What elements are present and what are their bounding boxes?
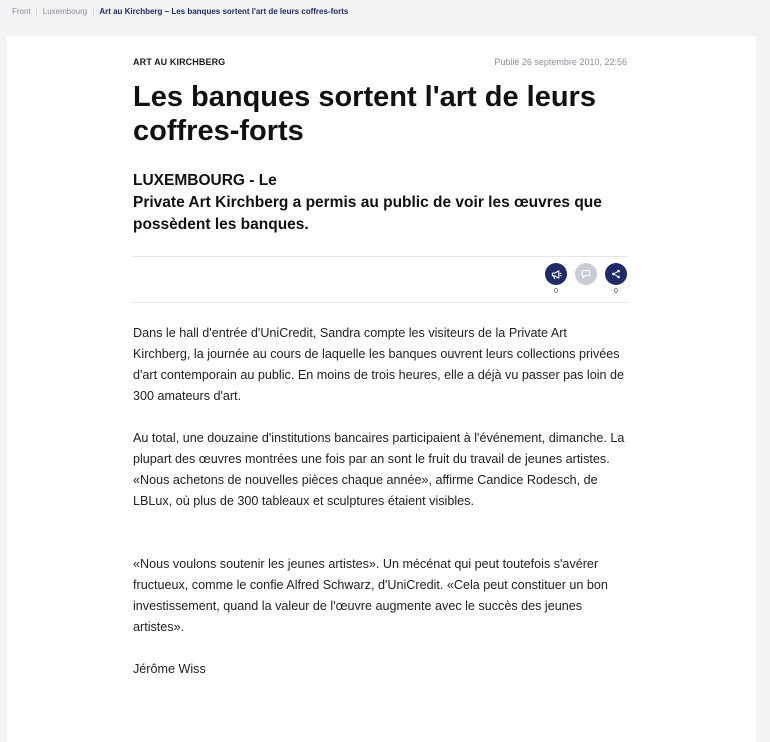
article-actions	[545, 263, 627, 296]
paragraph: Dans le hall d'entrée d'UniCredit, Sandra compte les visiteurs de la Private Art Kirchberg, la journée au cours de laquelle les banques ouvrent leurs collections privées d'art contemporain au public. En moins de trois heures, elle a déjà vu passer pas loin de 300 amateurs d'art.	[133, 326, 625, 403]
comment-icon	[581, 269, 591, 279]
breadcrumb-separator: |	[92, 7, 95, 16]
share-action	[605, 263, 627, 296]
comment-button[interactable]	[575, 263, 597, 285]
article-title: Les banques sortent l'art de leurs coffres-forts	[133, 81, 596, 147]
share-button[interactable]	[605, 263, 627, 285]
article-kicker: ART AU KIRCHBERG	[133, 57, 226, 67]
divider	[133, 256, 627, 257]
react-button[interactable]	[545, 263, 567, 285]
lead-text: Private Art Kirchberg a permis au public de voir les œuvres que possèdent les banques.	[133, 194, 602, 233]
breadcrumb-front-link[interactable]: Front	[12, 7, 31, 16]
lead-dateline: LUXEMBOURG - Le	[133, 172, 277, 189]
react-action	[545, 263, 567, 296]
article-card	[7, 36, 756, 742]
article-body	[133, 323, 627, 701]
share-icon	[611, 269, 621, 279]
breadcrumb-separator: |	[35, 7, 38, 16]
article-lead	[133, 170, 627, 236]
breadcrumb-current: Art au Kirchberg – Les banques sortent l'art de leurs coffres-forts	[99, 7, 349, 16]
paragraph: Au total, une douzaine d'institutions bancaires participaient à l'événement, dimanche. La plupart des œuvres montrées une fois par an sont le fruit du travail de jeunes artistes. «Nous achetons de nouvelles pièces chaque année», affirme Candice Rodesch, de LBLux, où plus de 300 tableaux et sculptures étaient visibles.	[133, 431, 625, 508]
publish-date: Publié 26 septembre 2010, 22:56	[494, 57, 627, 67]
breadcrumb	[12, 7, 348, 16]
article-author: Jérôme Wiss	[133, 662, 206, 676]
megaphone-icon	[551, 269, 562, 280]
paragraph: «Nous voulons soutenir les jeunes artistes». Un mécénat qui peut toutefois s'avérer fructueux, comme le confie Alfred Schwarz, d'UniCredit. «Cela peut constituer un bon investissement, quand la valeur de l'œuvre augmente avec le succès des jeunes artistes».	[133, 557, 608, 634]
comment-action	[575, 263, 597, 296]
share-count: 0	[614, 288, 618, 295]
breadcrumb-luxembourg-link[interactable]: Luxembourg	[42, 7, 88, 16]
divider	[133, 302, 627, 303]
react-count: 0	[554, 288, 558, 295]
